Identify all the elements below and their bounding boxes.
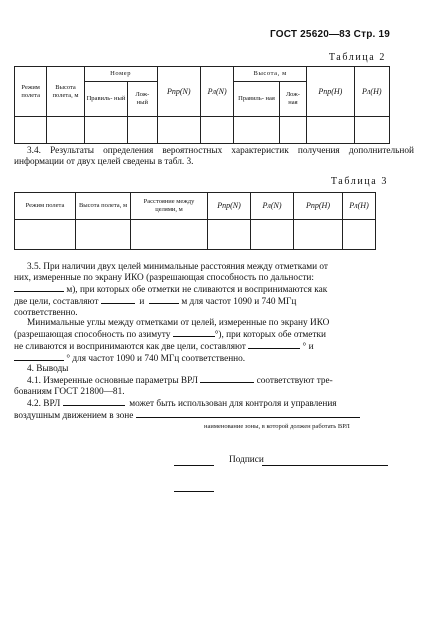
blank-range-resolution bbox=[14, 284, 64, 292]
table3-caption: Таблица 3 bbox=[330, 176, 388, 187]
blank-zone bbox=[136, 410, 360, 418]
table2-col-h-false: Лож- ная bbox=[279, 82, 306, 117]
p35-line4: две цели, составляют и м для частот 1090 и 740 МГц bbox=[14, 297, 297, 307]
table2-col-height: Высота, м bbox=[234, 67, 307, 82]
table2-col-ppr-h: Pпр(H) bbox=[307, 67, 355, 117]
table2-empty-row bbox=[15, 117, 390, 144]
table2-col-h-correct: Правиль- ная bbox=[234, 82, 279, 117]
paragraph-angles bbox=[14, 318, 414, 365]
angles-line1: Минимальные углы между отметками от целей, измеренные по экрану ИКО bbox=[27, 318, 330, 328]
angles-line3: не сливаются и воспринимаются как две цели, составляют ° и bbox=[14, 342, 314, 352]
table3 bbox=[14, 192, 376, 250]
blank-distance-740 bbox=[149, 296, 179, 304]
table2-col-altitude: Высота полета, м bbox=[47, 67, 84, 117]
angles-line4: ° для частот 1090 и 740 МГц соответственно. bbox=[14, 353, 414, 365]
signature-label: Подписи bbox=[229, 455, 264, 465]
blank-azimuth-resolution bbox=[173, 329, 215, 337]
table2-col-mode: Режим полета bbox=[15, 67, 47, 117]
signature-line-left-2 bbox=[174, 491, 214, 492]
table2-col-number: Номер bbox=[84, 67, 157, 82]
blank-angle-1090 bbox=[248, 341, 300, 349]
table3-col-ppr-h: Pпр(H) bbox=[294, 193, 343, 220]
blank-vrl-name bbox=[63, 398, 125, 406]
conclusions bbox=[14, 364, 414, 422]
table3-col-distance: Расстояние между целями, м bbox=[131, 193, 208, 220]
conclusion-4-1-cont: бованиям ГОСТ 21800—81. bbox=[14, 387, 125, 397]
conclusions-title: 4. Выводы bbox=[27, 364, 69, 374]
page-header: ГОСТ 25620—83 Стр. 19 bbox=[270, 29, 390, 40]
conclusion-4-1: 4.1. Измеренные основные параметры ВРЛ соответствуют тре- bbox=[27, 376, 333, 386]
table3-col-altitude: Высота полета, м bbox=[76, 193, 131, 220]
p35-line1: 3.5. При наличии двух целей минимальные расстояния между отметками от bbox=[27, 262, 328, 272]
table2-col-pl-h: Pл(H) bbox=[354, 67, 389, 117]
blank-distance-1090 bbox=[101, 296, 135, 304]
table3-col-pl-h: Pл(H) bbox=[343, 193, 376, 220]
table2 bbox=[14, 66, 390, 144]
conclusion-4-2: 4.2. ВРЛ может быть использован для контроля и управления bbox=[27, 399, 337, 409]
p35-line2: них, измеренные по экрану ИКО (разрешающая способность по дальности: bbox=[14, 273, 314, 283]
table2-col-ppr-n: Pпр(N) bbox=[157, 67, 200, 117]
table2-col-pl-n: Pл(N) bbox=[200, 67, 233, 117]
blank-parameters bbox=[200, 375, 254, 383]
paragraph-3-4: 3.4. Результаты определения вероятностных характеристик получения дополнительной информации от двух целей сведены в табл. 3. bbox=[14, 146, 414, 167]
table2-caption: Таблица 2 bbox=[328, 52, 386, 63]
blank-angle-740 bbox=[14, 353, 64, 361]
table3-col-mode: Режим полета bbox=[15, 193, 76, 220]
table3-empty-row bbox=[15, 220, 376, 250]
paragraph-3-5 bbox=[14, 262, 414, 319]
table3-col-ppr-n: Pпр(N) bbox=[208, 193, 251, 220]
angles-line2: (разрешающая способность по азимуту °), при которых обе отметки bbox=[14, 330, 326, 340]
table3-col-pl-n: Pл(N) bbox=[251, 193, 294, 220]
zone-note: наименование зоны, в которой должен работать ВРЛ bbox=[204, 423, 350, 430]
conclusion-4-2-cont: воздушным движением в зоне bbox=[14, 410, 414, 422]
signature-line bbox=[262, 465, 388, 466]
p35-line5: соответственно. bbox=[14, 308, 78, 318]
p35-line3: м), при которых обе отметки не сливаются и воспринимаются как bbox=[14, 284, 414, 296]
table2-col-correct: Правиль- ный bbox=[84, 82, 127, 117]
signature-line-left-1 bbox=[174, 465, 214, 466]
table2-col-false: Лож- ный bbox=[128, 82, 157, 117]
